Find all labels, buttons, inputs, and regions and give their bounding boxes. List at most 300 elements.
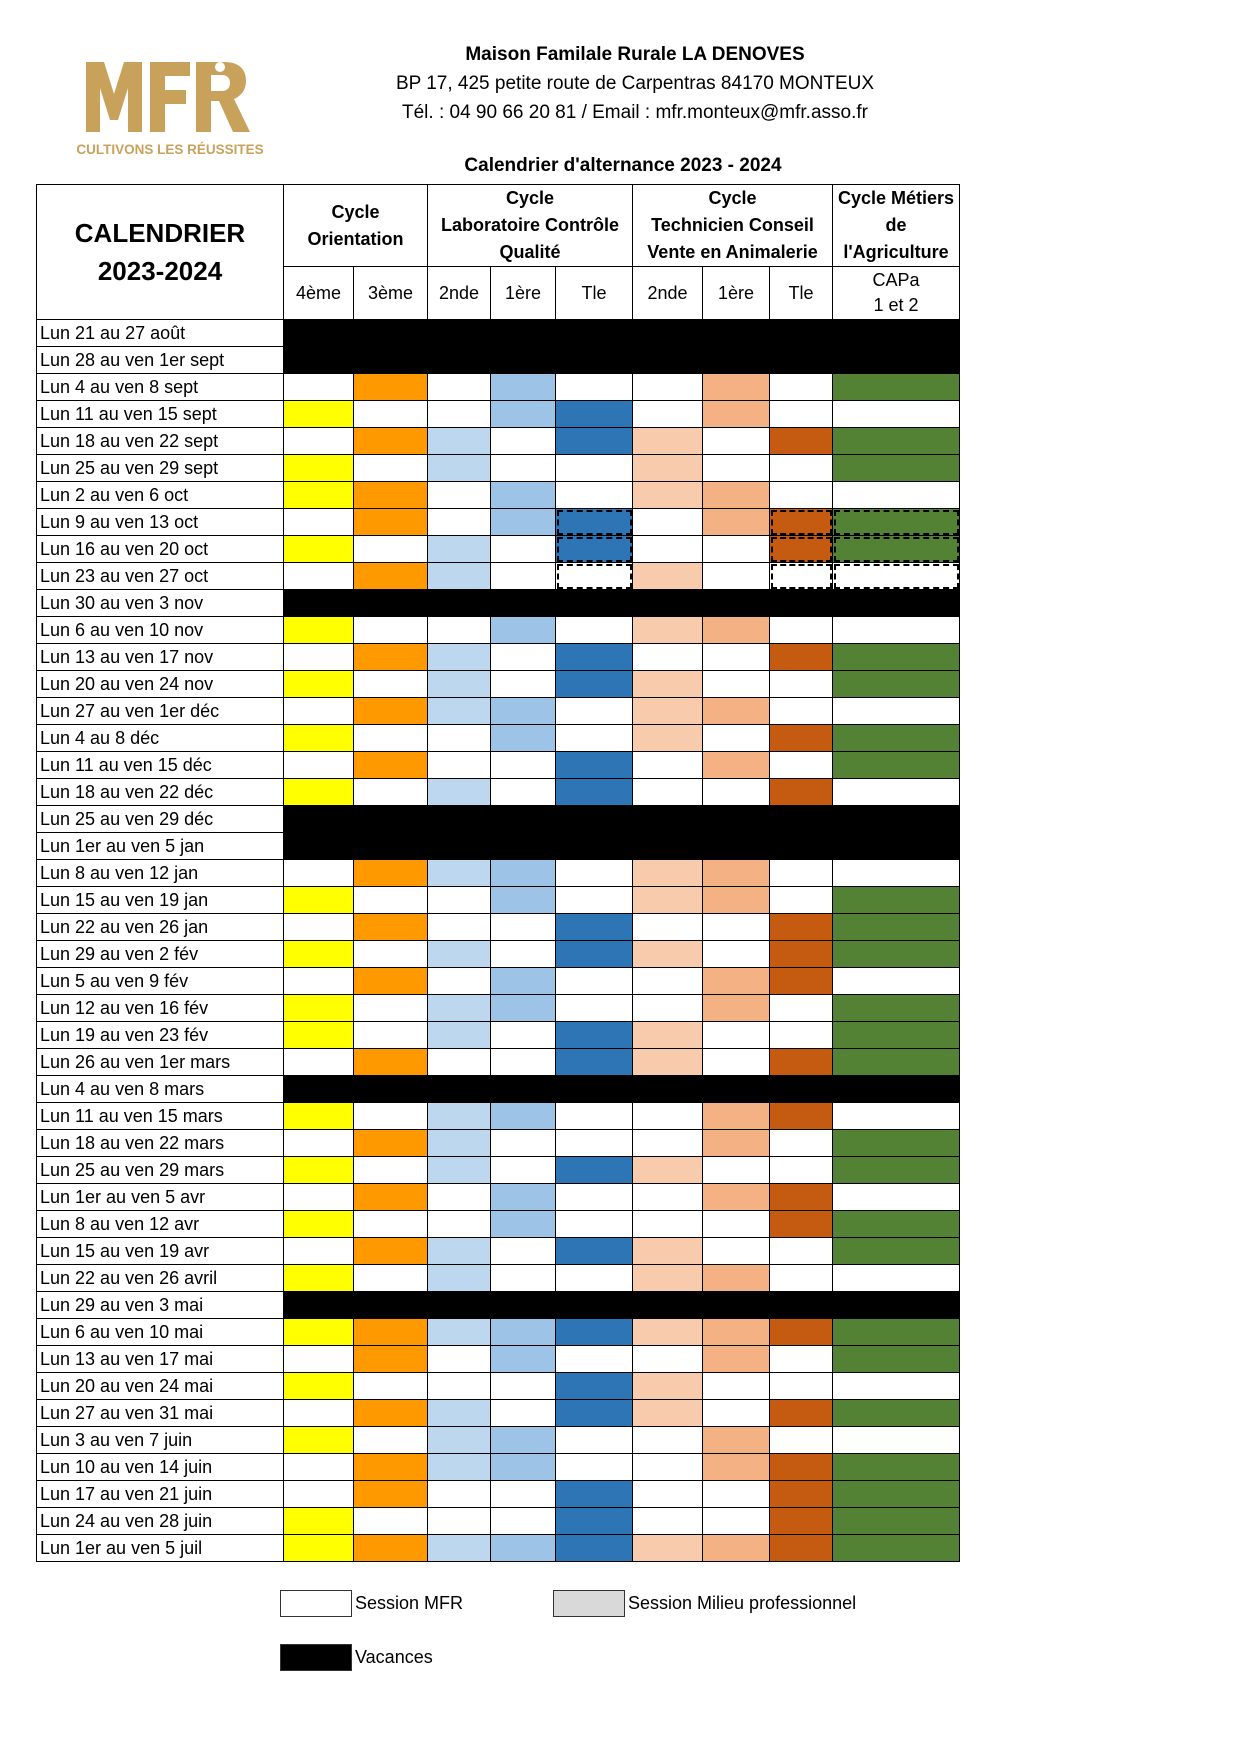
week-row xyxy=(37,752,960,779)
week-label: Lun 25 au ven 29 mars xyxy=(37,1157,284,1184)
session-pro-cell xyxy=(354,995,428,1022)
session-mfr-cell xyxy=(354,1319,428,1346)
week-row xyxy=(37,1481,960,1508)
session-mfr-cell xyxy=(284,779,354,806)
session-pro-cell xyxy=(703,725,770,752)
session-mfr-cell xyxy=(556,401,633,428)
session-pro-cell xyxy=(770,860,833,887)
session-pro-cell xyxy=(556,968,633,995)
week-label: Lun 1er au ven 5 jan xyxy=(37,833,284,860)
week-row xyxy=(37,1103,960,1130)
session-pro-cell xyxy=(491,644,556,671)
session-mfr-cell xyxy=(633,725,703,752)
session-mfr-cell xyxy=(556,1022,633,1049)
level-header xyxy=(833,267,960,320)
session-pro-cell xyxy=(428,1184,491,1211)
session-pro-cell xyxy=(770,1265,833,1292)
week-label: Lun 17 au ven 21 juin xyxy=(37,1481,284,1508)
session-mfr-cell xyxy=(556,1535,633,1562)
session-pro-cell xyxy=(428,914,491,941)
session-mfr-cell xyxy=(284,1022,354,1049)
week-row xyxy=(37,320,960,347)
week-label: Lun 16 au ven 20 oct xyxy=(37,536,284,563)
group-header-row xyxy=(37,185,960,267)
session-mfr-cell xyxy=(354,482,428,509)
session-mfr-cell xyxy=(491,995,556,1022)
mfr-logo xyxy=(70,58,270,162)
session-mfr-cell xyxy=(556,536,633,563)
session-mfr-cell xyxy=(556,671,633,698)
week-row xyxy=(37,482,960,509)
session-pro-cell xyxy=(556,1427,633,1454)
week-row xyxy=(37,617,960,644)
level-header xyxy=(428,267,491,320)
session-mfr-cell xyxy=(428,1427,491,1454)
session-mfr-cell xyxy=(428,428,491,455)
session-pro-cell xyxy=(556,374,633,401)
session-mfr-cell xyxy=(354,698,428,725)
session-pro-cell xyxy=(770,752,833,779)
cycle-header-line: l'Agriculture xyxy=(843,242,949,262)
cycle-header xyxy=(284,185,428,267)
week-label: Lun 13 au ven 17 nov xyxy=(37,644,284,671)
session-mfr-cell xyxy=(428,1157,491,1184)
session-mfr-cell xyxy=(428,995,491,1022)
week-label: Lun 22 au ven 26 jan xyxy=(37,914,284,941)
week-row xyxy=(37,1319,960,1346)
session-pro-cell xyxy=(703,1211,770,1238)
session-pro-cell xyxy=(556,1211,633,1238)
session-mfr-cell xyxy=(633,1238,703,1265)
session-mfr-cell xyxy=(428,698,491,725)
session-pro-cell xyxy=(556,860,633,887)
session-pro-cell xyxy=(428,1346,491,1373)
session-pro-cell xyxy=(703,455,770,482)
session-mfr-cell xyxy=(491,617,556,644)
session-mfr-cell xyxy=(354,1454,428,1481)
session-pro-cell xyxy=(428,374,491,401)
week-row xyxy=(37,374,960,401)
session-pro-cell xyxy=(428,482,491,509)
session-pro-cell xyxy=(354,1373,428,1400)
session-mfr-cell xyxy=(633,617,703,644)
session-pro-cell xyxy=(703,779,770,806)
session-pro-cell xyxy=(284,1130,354,1157)
session-mfr-cell xyxy=(703,1103,770,1130)
session-mfr-cell xyxy=(833,428,960,455)
session-pro-cell xyxy=(491,536,556,563)
session-mfr-cell xyxy=(633,698,703,725)
session-mfr-cell xyxy=(428,1130,491,1157)
week-label: Lun 20 au ven 24 mai xyxy=(37,1373,284,1400)
week-label: Lun 8 au ven 12 jan xyxy=(37,860,284,887)
week-row xyxy=(37,1157,960,1184)
session-mfr-cell xyxy=(354,509,428,536)
legend-label: Session MFR xyxy=(355,1593,464,1613)
session-mfr-cell xyxy=(633,428,703,455)
session-mfr-cell xyxy=(556,428,633,455)
cycle-header-line: Technicien Conseil xyxy=(651,215,814,235)
level-header-line: 1ère xyxy=(717,282,755,303)
session-mfr-cell xyxy=(491,698,556,725)
session-pro-cell xyxy=(354,455,428,482)
session-mfr-cell xyxy=(833,725,960,752)
session-pro-cell xyxy=(284,752,354,779)
session-mfr-cell xyxy=(284,1373,354,1400)
session-mfr-cell xyxy=(833,995,960,1022)
session-pro-cell xyxy=(491,428,556,455)
session-mfr-cell xyxy=(633,1535,703,1562)
session-pro-cell xyxy=(556,887,633,914)
session-mfr-cell xyxy=(703,1427,770,1454)
session-pro-cell xyxy=(633,509,703,536)
session-pro-cell xyxy=(284,1049,354,1076)
week-row xyxy=(37,1076,960,1103)
session-mfr-cell xyxy=(428,860,491,887)
session-mfr-cell xyxy=(556,644,633,671)
session-mfr-cell xyxy=(703,1130,770,1157)
session-mfr-cell xyxy=(491,860,556,887)
session-pro-cell xyxy=(491,1481,556,1508)
session-pro-cell xyxy=(770,1427,833,1454)
level-header xyxy=(284,267,354,320)
session-pro-cell xyxy=(284,968,354,995)
week-row xyxy=(37,1373,960,1400)
session-mfr-cell xyxy=(284,887,354,914)
session-mfr-cell xyxy=(633,1049,703,1076)
session-mfr-cell xyxy=(770,428,833,455)
session-mfr-cell xyxy=(284,1535,354,1562)
session-pro-cell xyxy=(770,887,833,914)
session-pro-cell xyxy=(491,1238,556,1265)
week-label: Lun 27 au ven 31 mai xyxy=(37,1400,284,1427)
calendar-body xyxy=(37,320,960,1562)
week-label: Lun 13 au ven 17 mai xyxy=(37,1346,284,1373)
week-label: Lun 2 au ven 6 oct xyxy=(37,482,284,509)
session-mfr-cell xyxy=(491,725,556,752)
session-pro-cell xyxy=(491,914,556,941)
session-mfr-cell xyxy=(284,941,354,968)
session-mfr-cell xyxy=(633,941,703,968)
week-label: Lun 1er au ven 5 avr xyxy=(37,1184,284,1211)
level-header xyxy=(633,267,703,320)
level-header xyxy=(703,267,770,320)
session-mfr-cell xyxy=(491,509,556,536)
session-mfr-cell xyxy=(770,509,833,536)
session-pro-cell xyxy=(833,1427,960,1454)
session-pro-cell xyxy=(770,563,833,590)
session-mfr-cell xyxy=(833,1238,960,1265)
session-mfr-cell xyxy=(633,860,703,887)
session-pro-cell xyxy=(633,1130,703,1157)
session-mfr-cell xyxy=(833,1481,960,1508)
session-pro-cell xyxy=(354,1508,428,1535)
session-mfr-cell xyxy=(556,779,633,806)
session-mfr-cell xyxy=(833,644,960,671)
session-pro-cell xyxy=(770,1346,833,1373)
session-pro-cell xyxy=(633,1427,703,1454)
session-mfr-cell xyxy=(703,509,770,536)
vacances-cell xyxy=(284,1292,960,1319)
session-pro-cell xyxy=(491,671,556,698)
session-mfr-cell xyxy=(703,1184,770,1211)
session-pro-cell xyxy=(833,563,960,590)
session-pro-cell xyxy=(633,1454,703,1481)
week-label: Lun 4 au ven 8 mars xyxy=(37,1076,284,1103)
session-mfr-cell xyxy=(633,1157,703,1184)
session-pro-cell xyxy=(354,887,428,914)
session-pro-cell xyxy=(703,536,770,563)
session-pro-cell xyxy=(354,1103,428,1130)
legend-swatch xyxy=(280,1590,352,1617)
session-pro-cell xyxy=(770,1373,833,1400)
session-mfr-cell xyxy=(556,941,633,968)
session-mfr-cell xyxy=(428,1454,491,1481)
vacances-cell xyxy=(284,320,960,347)
cycle-header-line: Cycle xyxy=(505,188,555,208)
week-label: Lun 30 au ven 3 nov xyxy=(37,590,284,617)
session-mfr-cell xyxy=(284,1427,354,1454)
session-mfr-cell xyxy=(833,455,960,482)
session-pro-cell xyxy=(428,509,491,536)
session-pro-cell xyxy=(633,1481,703,1508)
session-mfr-cell xyxy=(284,995,354,1022)
session-pro-cell xyxy=(284,509,354,536)
session-pro-cell xyxy=(703,941,770,968)
cycle-header-line: Cycle Métiers xyxy=(837,188,955,208)
session-mfr-cell xyxy=(633,563,703,590)
session-mfr-cell xyxy=(703,482,770,509)
week-row xyxy=(37,428,960,455)
session-pro-cell xyxy=(556,1103,633,1130)
session-mfr-cell xyxy=(833,1535,960,1562)
session-mfr-cell xyxy=(633,1373,703,1400)
week-row xyxy=(37,563,960,590)
session-pro-cell xyxy=(703,914,770,941)
session-pro-cell xyxy=(428,1373,491,1400)
week-row xyxy=(37,347,960,374)
session-mfr-cell xyxy=(833,887,960,914)
week-label: Lun 20 au ven 24 nov xyxy=(37,671,284,698)
session-pro-cell xyxy=(770,995,833,1022)
session-mfr-cell xyxy=(833,1049,960,1076)
session-pro-cell xyxy=(833,1103,960,1130)
week-row xyxy=(37,1346,960,1373)
session-mfr-cell xyxy=(354,1130,428,1157)
legend-label: Vacances xyxy=(355,1647,433,1667)
cycle-header-line: Orientation xyxy=(307,228,404,249)
session-mfr-cell xyxy=(770,1454,833,1481)
session-pro-cell xyxy=(770,617,833,644)
session-pro-cell xyxy=(833,968,960,995)
week-label: Lun 10 au ven 14 juin xyxy=(37,1454,284,1481)
session-mfr-cell xyxy=(428,671,491,698)
session-mfr-cell xyxy=(428,1022,491,1049)
week-label: Lun 4 au 8 déc xyxy=(37,725,284,752)
session-pro-cell xyxy=(833,1373,960,1400)
week-row xyxy=(37,1265,960,1292)
week-label: Lun 29 au ven 2 fév xyxy=(37,941,284,968)
session-mfr-cell xyxy=(633,1400,703,1427)
session-pro-cell xyxy=(354,725,428,752)
session-pro-cell xyxy=(833,698,960,725)
letterhead xyxy=(300,40,970,127)
week-row xyxy=(37,401,960,428)
session-mfr-cell xyxy=(833,536,960,563)
session-mfr-cell xyxy=(703,374,770,401)
session-pro-cell xyxy=(354,671,428,698)
week-label: Lun 15 au ven 19 jan xyxy=(37,887,284,914)
session-mfr-cell xyxy=(491,1319,556,1346)
session-mfr-cell xyxy=(491,482,556,509)
cycle-header-line: Cycle xyxy=(331,201,380,222)
session-pro-cell xyxy=(770,698,833,725)
session-mfr-cell xyxy=(428,1103,491,1130)
week-row xyxy=(37,779,960,806)
week-label: Lun 3 au ven 7 juin xyxy=(37,1427,284,1454)
session-mfr-cell xyxy=(703,1535,770,1562)
week-row xyxy=(37,860,960,887)
week-row xyxy=(37,1130,960,1157)
session-pro-cell xyxy=(284,1481,354,1508)
session-pro-cell xyxy=(633,401,703,428)
session-mfr-cell xyxy=(833,1454,960,1481)
session-mfr-cell xyxy=(428,563,491,590)
calendar-corner-title xyxy=(37,185,284,320)
session-mfr-cell xyxy=(633,455,703,482)
session-mfr-cell xyxy=(428,455,491,482)
session-mfr-cell xyxy=(491,1427,556,1454)
session-mfr-cell xyxy=(284,1319,354,1346)
session-pro-cell xyxy=(284,860,354,887)
session-mfr-cell xyxy=(770,725,833,752)
session-pro-cell xyxy=(354,1157,428,1184)
session-pro-cell xyxy=(770,1157,833,1184)
session-mfr-cell xyxy=(556,1238,633,1265)
session-pro-cell xyxy=(428,1508,491,1535)
week-row xyxy=(37,806,960,833)
session-pro-cell xyxy=(354,1211,428,1238)
week-row xyxy=(37,725,960,752)
session-pro-cell xyxy=(491,1157,556,1184)
session-mfr-cell xyxy=(703,1265,770,1292)
session-pro-cell xyxy=(428,887,491,914)
session-mfr-cell xyxy=(633,482,703,509)
session-mfr-cell xyxy=(703,617,770,644)
week-label: Lun 23 au ven 27 oct xyxy=(37,563,284,590)
session-mfr-cell xyxy=(284,455,354,482)
legend-swatch xyxy=(280,1644,352,1671)
session-pro-cell xyxy=(770,455,833,482)
session-pro-cell xyxy=(428,1211,491,1238)
week-row xyxy=(37,833,960,860)
week-row xyxy=(37,590,960,617)
cycle-header-line: Laboratoire Contrôle xyxy=(440,215,619,235)
session-mfr-cell xyxy=(703,401,770,428)
session-mfr-cell xyxy=(833,1022,960,1049)
session-mfr-cell xyxy=(354,1400,428,1427)
session-pro-cell xyxy=(491,1130,556,1157)
session-mfr-cell xyxy=(428,941,491,968)
session-pro-cell xyxy=(556,482,633,509)
session-pro-cell xyxy=(556,563,633,590)
session-mfr-cell xyxy=(491,968,556,995)
session-pro-cell xyxy=(703,644,770,671)
session-mfr-cell xyxy=(354,1535,428,1562)
week-row xyxy=(37,914,960,941)
vacances-cell xyxy=(284,833,960,860)
session-pro-cell xyxy=(633,752,703,779)
session-pro-cell xyxy=(703,1049,770,1076)
vacances-cell xyxy=(284,1076,960,1103)
session-mfr-cell xyxy=(354,860,428,887)
session-pro-cell xyxy=(833,482,960,509)
week-label: Lun 18 au ven 22 mars xyxy=(37,1130,284,1157)
level-header-line: 3ème xyxy=(367,282,414,303)
session-mfr-cell xyxy=(354,1346,428,1373)
session-mfr-cell xyxy=(491,887,556,914)
session-pro-cell xyxy=(633,779,703,806)
level-header xyxy=(354,267,428,320)
week-row xyxy=(37,968,960,995)
session-pro-cell xyxy=(284,428,354,455)
session-pro-cell xyxy=(833,860,960,887)
session-mfr-cell xyxy=(833,1400,960,1427)
session-mfr-cell xyxy=(491,401,556,428)
cycle-header xyxy=(428,185,633,267)
session-pro-cell xyxy=(833,1184,960,1211)
cycle-header-line: Qualité xyxy=(499,242,561,262)
session-mfr-cell xyxy=(703,698,770,725)
session-mfr-cell xyxy=(833,671,960,698)
session-mfr-cell xyxy=(284,482,354,509)
session-mfr-cell xyxy=(770,779,833,806)
week-row xyxy=(37,941,960,968)
level-header-line: 1 et 2 xyxy=(873,295,919,315)
session-mfr-cell xyxy=(633,1022,703,1049)
session-mfr-cell xyxy=(633,1319,703,1346)
cycle-header-line: de xyxy=(885,215,907,235)
session-mfr-cell xyxy=(833,1130,960,1157)
session-pro-cell xyxy=(556,1454,633,1481)
session-mfr-cell xyxy=(703,968,770,995)
week-label: Lun 28 au ven 1er sept xyxy=(37,347,284,374)
week-label: Lun 11 au ven 15 mars xyxy=(37,1103,284,1130)
session-mfr-cell xyxy=(491,1535,556,1562)
session-pro-cell xyxy=(703,428,770,455)
session-pro-cell xyxy=(428,1049,491,1076)
session-mfr-cell xyxy=(556,914,633,941)
session-pro-cell xyxy=(556,617,633,644)
session-mfr-cell xyxy=(354,1184,428,1211)
level-header-line: Tle xyxy=(581,282,607,303)
session-pro-cell xyxy=(633,1103,703,1130)
session-mfr-cell xyxy=(428,1319,491,1346)
session-mfr-cell xyxy=(703,887,770,914)
session-pro-cell xyxy=(284,914,354,941)
session-mfr-cell xyxy=(354,644,428,671)
week-row xyxy=(37,1184,960,1211)
week-row xyxy=(37,644,960,671)
week-row xyxy=(37,536,960,563)
cycle-header-line: Cycle xyxy=(708,188,757,208)
week-label: Lun 1er au ven 5 juil xyxy=(37,1535,284,1562)
week-label: Lun 18 au ven 22 sept xyxy=(37,428,284,455)
session-pro-cell xyxy=(284,1454,354,1481)
week-row xyxy=(37,455,960,482)
session-pro-cell xyxy=(833,779,960,806)
session-pro-cell xyxy=(284,1346,354,1373)
